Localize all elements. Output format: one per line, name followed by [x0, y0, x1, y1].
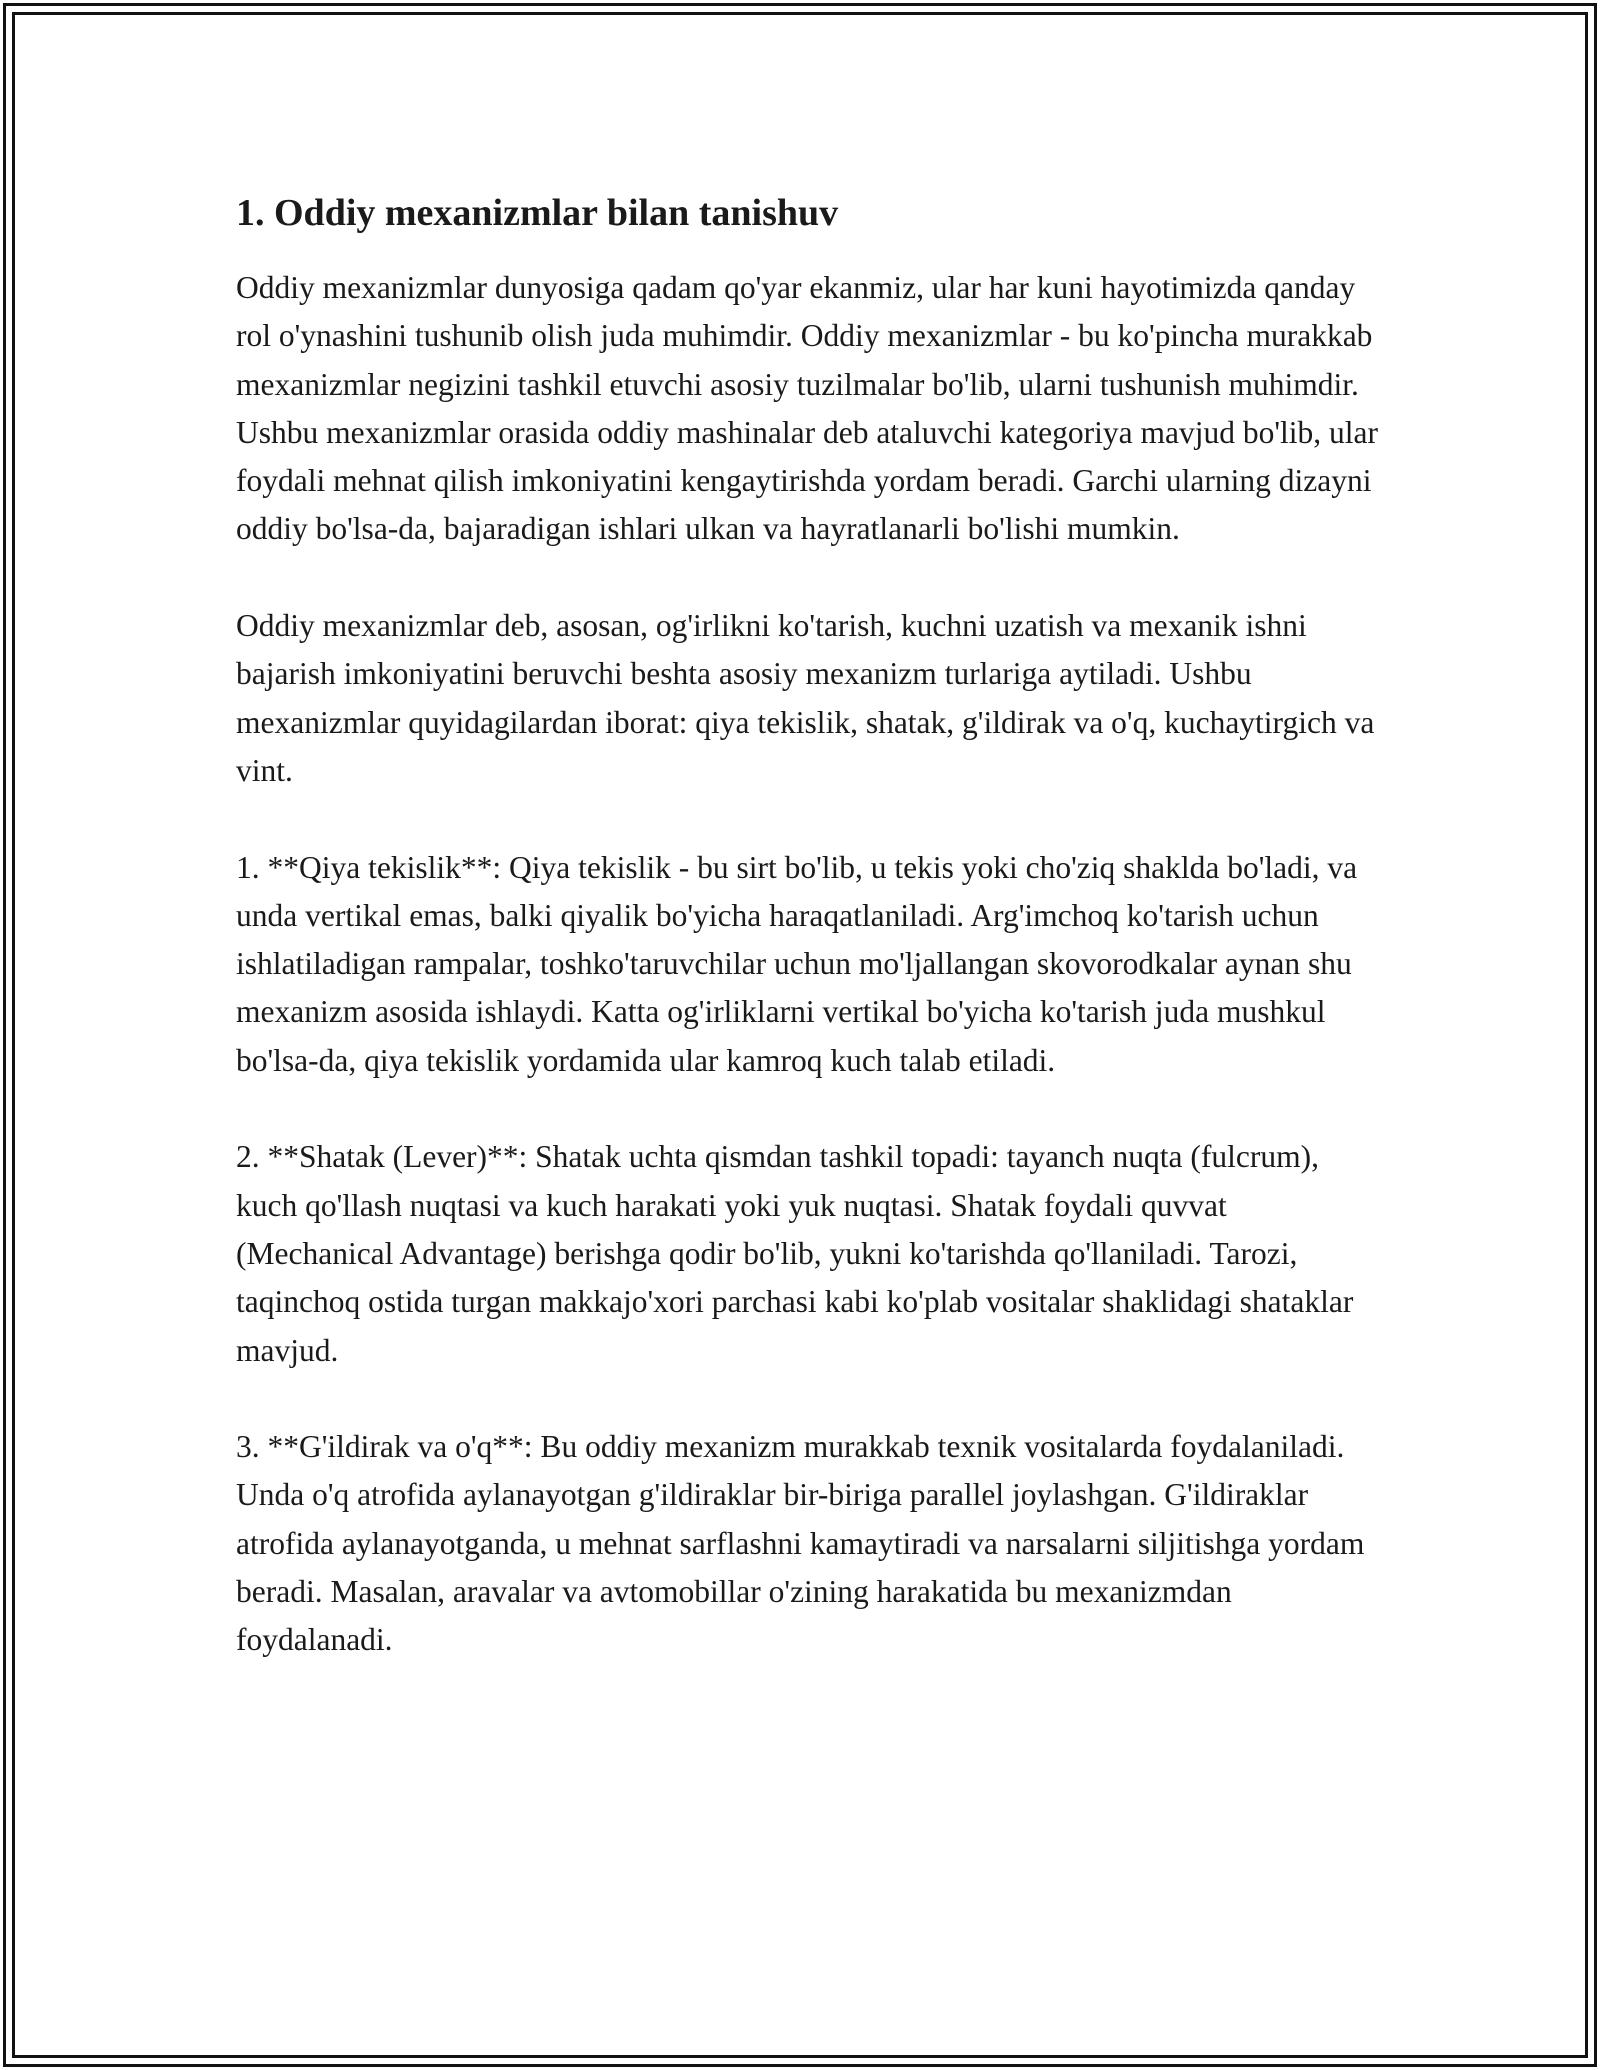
list-item-wheel-and-axle: 3. **G'ildirak va o'q**: Bu oddiy mexanizm murakkab texnik vositalarda foydalaniladi. Unda o'q atrofida aylanayotgan g'ildiraklar bir-biriga parallel joylashgan. G'ildiraklar atrofida aylanayotganda, u mehnat sarflashni kamaytiradi va narsalarni siljitishga yordam beradi. Masalan, aravalar va avtomobillar o'zining harakatida bu mexanizmdan foydalanadi.	[236, 1429, 1365, 1658]
paragraph-intro: Oddiy mexanizmlar dunyosiga qadam qo'yar ekanmiz, ular har kuni hayotimizda qanday rol o'ynashini tushunib olish juda muhimdir. Oddiy mexanizmlar - bu ko'pincha murakkab mexanizmlar negizini tashkil etuvchi asosiy tuzilmalar bo'lib, ularni tushunish muhimdir. Ushbu mexanizmlar orasida oddiy mashinalar deb ataluvchi kategoriya mavjud bo'lib, ular foydali mehnat qilish imkoniyatini kengaytirishda yordam beradi. Garchi ularning dizayni oddiy bo'lsa-da, bajaradigan ishlari ulkan va hayratlanarli bo'lishi mumkin.	[236, 270, 1378, 547]
paragraph-gap	[236, 795, 1386, 843]
document-body	[236, 185, 1386, 1665]
paragraph-gap	[236, 554, 1386, 602]
list-item-lever: 2. **Shatak (Lever)**: Shatak uchta qismdan tashkil topadi: tayanch nuqta (fulcrum), kuch qo'llash nuqtasi va kuch harakati yoki yuk nuqtasi. Shatak foydali quvvat (Mechanical Advantage) berishga qodir bo'lib, yukni ko'tarishda qo'llaniladi. Tarozi, taqinchoq ostida turgan makkajo'xori parchasi kabi ko'plab vositalar shaklidagi shataklar mavjud.	[236, 1139, 1354, 1368]
paragraph-definition: Oddiy mexanizmlar deb, asosan, og'irlikni ko'tarish, kuchni uzatish va mexanik ishni bajarish imkoniyatini beruvchi beshta asosiy mexanizm turlariga aytiladi. Ushbu mexanizmlar quyidagilardan iborat: qiya tekislik, shatak, g'ildirak va o'q, kuchaytirgich va vint.	[236, 608, 1375, 788]
paragraph-gap	[236, 1375, 1386, 1423]
paragraph-gap	[236, 1085, 1386, 1133]
document-title: 1. Oddiy mexanizmlar bilan tanishuv	[236, 192, 839, 234]
list-item-inclined-plane: 1. **Qiya tekislik**: Qiya tekislik - bu sirt bo'lib, u tekis yoki cho'ziq shaklda bo'ladi, va unda vertikal emas, balki qiyalik bo'yicha haraqatlaniladi. Arg'imchoq ko'tarish uchun ishlatiladigan rampalar, toshko'taruvchilar uchun mo'ljallangan skovorodkalar aynan shu mexanizm asosida ishlaydi. Katta og'irliklarni vertikal bo'yicha ko'tarish juda mushkul bo'lsa-da, qiya tekislik yordamida ular kamroq kuch talab etiladi.	[236, 849, 1358, 1078]
